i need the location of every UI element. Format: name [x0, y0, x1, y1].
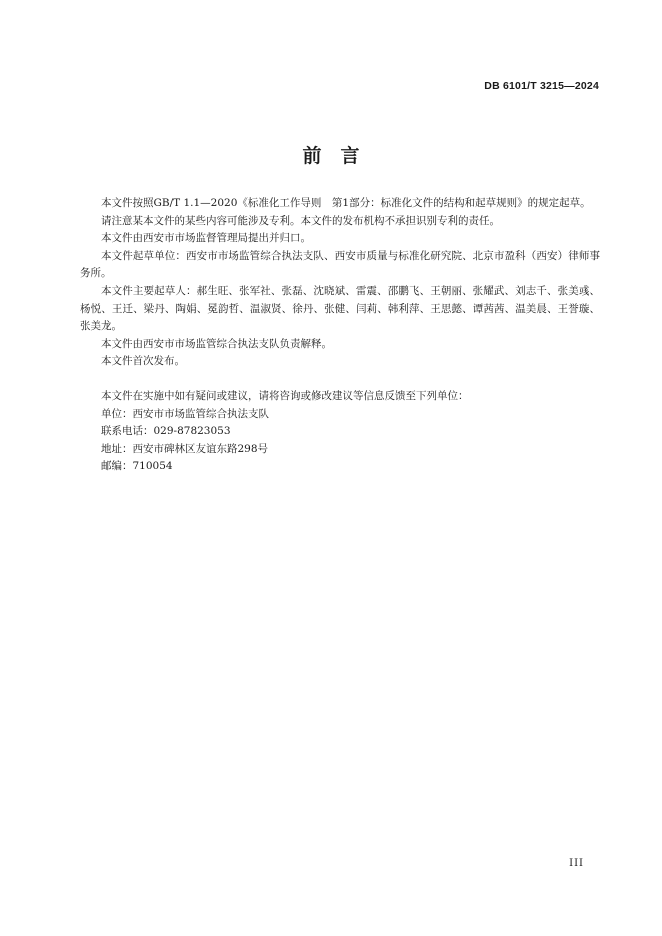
- contact-postcode: 邮编：710054: [101, 460, 173, 473]
- paragraph-patent-notice: 请注意某本文件的某些内容可能涉及专利。本文件的发布机构不承担识别专利的责任。: [101, 214, 500, 227]
- paragraph-interpretation: 本文件由西安市市场监管综合执法支队负责解释。: [101, 337, 332, 350]
- contact-unit: 单位：西安市市场监管综合执法支队: [101, 407, 269, 420]
- section-gap: [80, 371, 600, 388]
- paragraph-first-release: 本文件首次发布。: [101, 355, 185, 368]
- document-body: [80, 195, 600, 476]
- document-code: DB 6101/T 3215—2024: [484, 80, 599, 92]
- contact-address: 地址：西安市碑林区友谊东路298号: [101, 442, 269, 455]
- contact-intro: 本文件在实施中如有疑问或建议，请将咨询或修改建议等信息反馈至下列单位：: [101, 389, 469, 402]
- contact-phone: 联系电话：029-87823053: [101, 425, 231, 438]
- paragraph-drafters: 本文件主要起草人：郝生旺、张军社、张磊、沈晓斌、雷震、邵鹏飞、王朝丽、张耀武、刘志千、张美彧、杨悦、王迁、梁丹、陶娟、冕韵哲、温淑贤、徐丹、张健、闫莉、韩利萍、王思懿、谭茜茜、温美晨、王誉璇、张美龙。: [80, 284, 600, 333]
- paragraph-proposer: 本文件由西安市市场监督管理局提出并归口。: [101, 232, 311, 245]
- page-title: 前 言: [302, 145, 360, 167]
- paragraph-drafting-units: 本文件起草单位：西安市市场监管综合执法支队、西安市质量与标准化研究院、北京市盈科（西安）律师事务所。: [80, 249, 600, 280]
- paragraph-drafting-rules: 本文件按照GB/T 1.1—2020《标准化工作导则 第1部分：标准化文件的结构和起草规则》的规定起草。: [101, 197, 591, 209]
- page-number: III: [569, 858, 584, 869]
